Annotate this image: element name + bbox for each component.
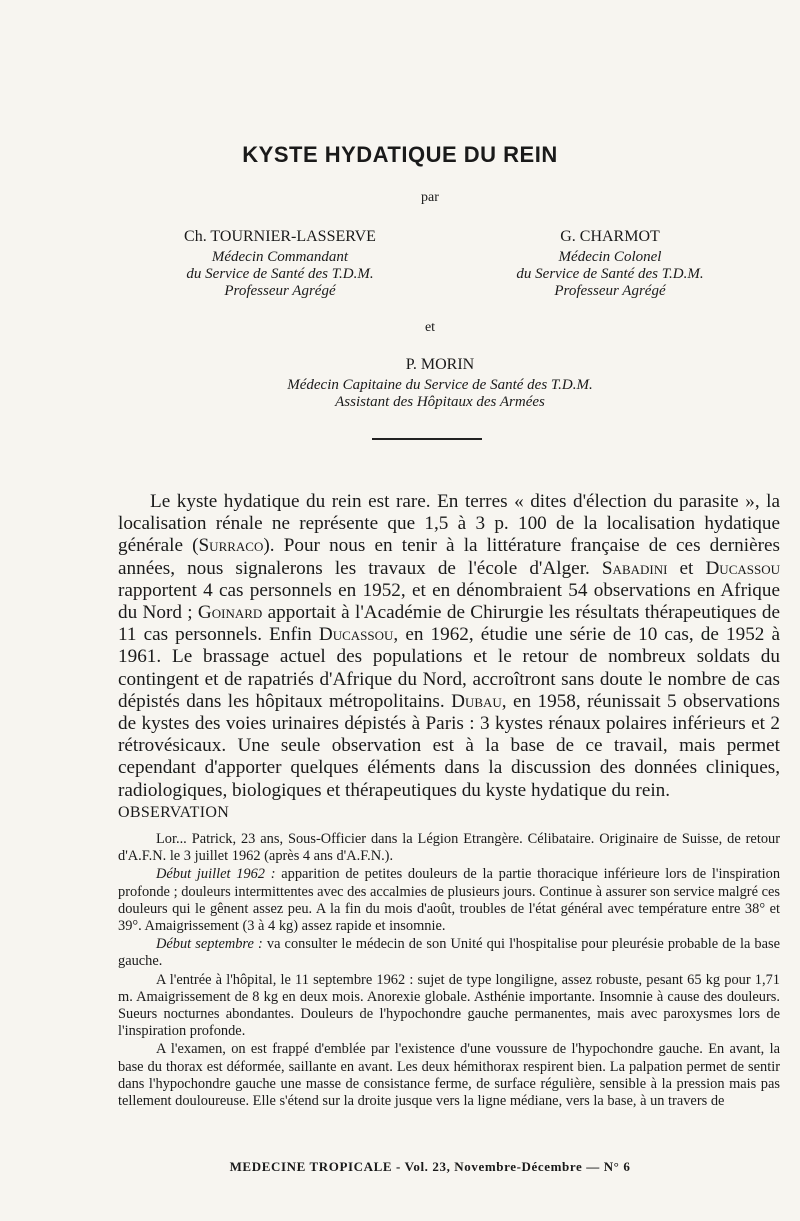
author-role: du Service de Santé des T.D.M. [516,266,704,282]
author-role: Professeur Agrégé [224,283,336,299]
observation-paragraph [118,972,780,1041]
cited-author: Sabadini [601,557,668,579]
intro-text: Le kyste hydatique du rein est rare. En terres « dites d'élection du parasite », la localisation rénale ne représente que 1,5 à 3 p. 100 de la localisation hydatique générale ( [118,491,780,557]
observation-sentence: apparition de petites douleurs de la partie thoracique inférieure lors de l'inspiration profonde ; douleurs intermittentes avec des accalmies de plusieurs jours. Continue à assurer son service malgré ces douleurs qui le gênent assez peu. A la fin du mois d'août, troubles de l'état général avec température entre 38° et 39°. Amaigrissement (3 à 4 kg) assez rapide et insomnie. [118,866,781,935]
intro-paragraph [118,491,780,802]
author-block-1 [150,228,410,300]
cited-author: Goinard [197,602,263,624]
observation-paragraph [118,936,780,970]
intro-text: et [667,557,706,579]
observation-paragraph [118,866,780,935]
observation-text [118,831,780,1110]
author-role: Assistant des Hôpitaux des Armées [335,394,545,410]
author-role: Médecin Capitaine du Service de Santé des T.D.M. [287,377,593,393]
cited-author: Ducassou [705,557,780,579]
author-name: Ch. TOURNIER-LASSERVE [184,228,376,245]
author-name: G. CHARMOT [560,228,660,245]
date-lead: Début juillet 1962 : [156,866,276,883]
author-role: Médecin Commandant [211,249,349,265]
observation-heading: OBSERVATION [118,804,230,821]
and-label: et [424,320,436,335]
author-role: du Service de Santé des T.D.M. [186,266,374,282]
observation-sentence: Lor... Patrick, 23 ans, Sous-Officier dans la Légion Etrangère. Célibataire. Originaire de Suisse, de retour d'A.F.N. le 3 juillet 1962 (après 4 ans d'A.F.N.). [118,831,780,865]
observation-paragraph [118,1041,780,1110]
intro-text: , en 1958, réunissait 5 observations de kystes des voies urinaires dépistés à Paris : 3 kystes rénaux polaires inférieurs et 2 rétrovésicaux. Une seule observation est à la base de ce travail, mais permet cependant d'apporter quelques éléments dans la discussion des données cliniques, radiologiques, biologiques et thérapeutiques du kyste hydatique du rein. [118,690,780,801]
observation-paragraph [118,831,780,865]
author-name: P. MORIN [405,356,475,373]
author-block-3 [250,356,630,411]
intro-text: apportait à l'Académie de Chirurgie les résultats thérapeutiques de 11 cas personnels. Enfin [118,602,780,646]
observation-sentence: A l'examen, on est frappé d'emblée par l'existence d'une voussure de l'hypochondre gauche. En avant, la base du thorax est déformée, saillante en avant. Les deux hémithorax respirent bien. La palpation permet de sentir dans l'hypochondre gauche une masse de consistance ferme, de surface régulière, sensible à la pression mais pas tellement douloureuse. Elle s'étend sur la droite jusque vers la ligne médiane, vers la base, à un travers de [118,1041,780,1110]
article-title: KYSTE HYDATIQUE DU REIN [242,142,558,167]
author-role: Médecin Colonel [558,249,662,265]
observation-sentence: va consulter le médecin de son Unité qui l'hospitalise pour pleurésie probable de la base gauche. [118,936,781,970]
intro-text: rapportent 4 cas personnels en 1952, et en dénombraient 54 observations en Afrique du Nord ; [118,579,780,624]
separator-rule [372,438,482,440]
observation-sentence: A l'entrée à l'hôpital, le 11 septembre 1962 : sujet de type longiligne, assez robuste, pesant 65 kg pour 1,71 m. Amaigrissement de 8 kg en deux mois. Anorexie globale. Asthénie importante. Insomnie à cause des douleurs. Sueurs nocturnes abondantes. Douleurs de l'hypochondre gauche permanentes, mais avec paroxysmes lors de l'inspiration profonde. [118,971,780,1040]
cited-author: Dubau [451,690,502,712]
date-lead: Début septembre : [156,936,263,953]
intro-text: ). Pour nous en tenir à la littérature française de ces dernières années, nous signalerons les travaux de l'école d'Alger. [118,535,780,579]
by-label: par [421,190,439,205]
intro-text: , en 1962, étudie une série de 10 cas, de 1952 à 1961. Le brassage actuel des populations et le retour de nombreux soldats du contingent et de rapatriés d'Afrique du Nord, accroîtront sans doute le nombre de cas dépistés dans les hôpitaux métropolitains. [118,624,781,712]
cited-author: Surraco [198,535,264,557]
journal-footer: MEDECINE TROPICALE - Vol. 23, Novembre-Décembre — N° 6 [229,1159,631,1174]
author-role: Professeur Agrégé [554,283,666,299]
author-block-2 [470,228,750,300]
cited-author: Ducassou [318,624,394,646]
